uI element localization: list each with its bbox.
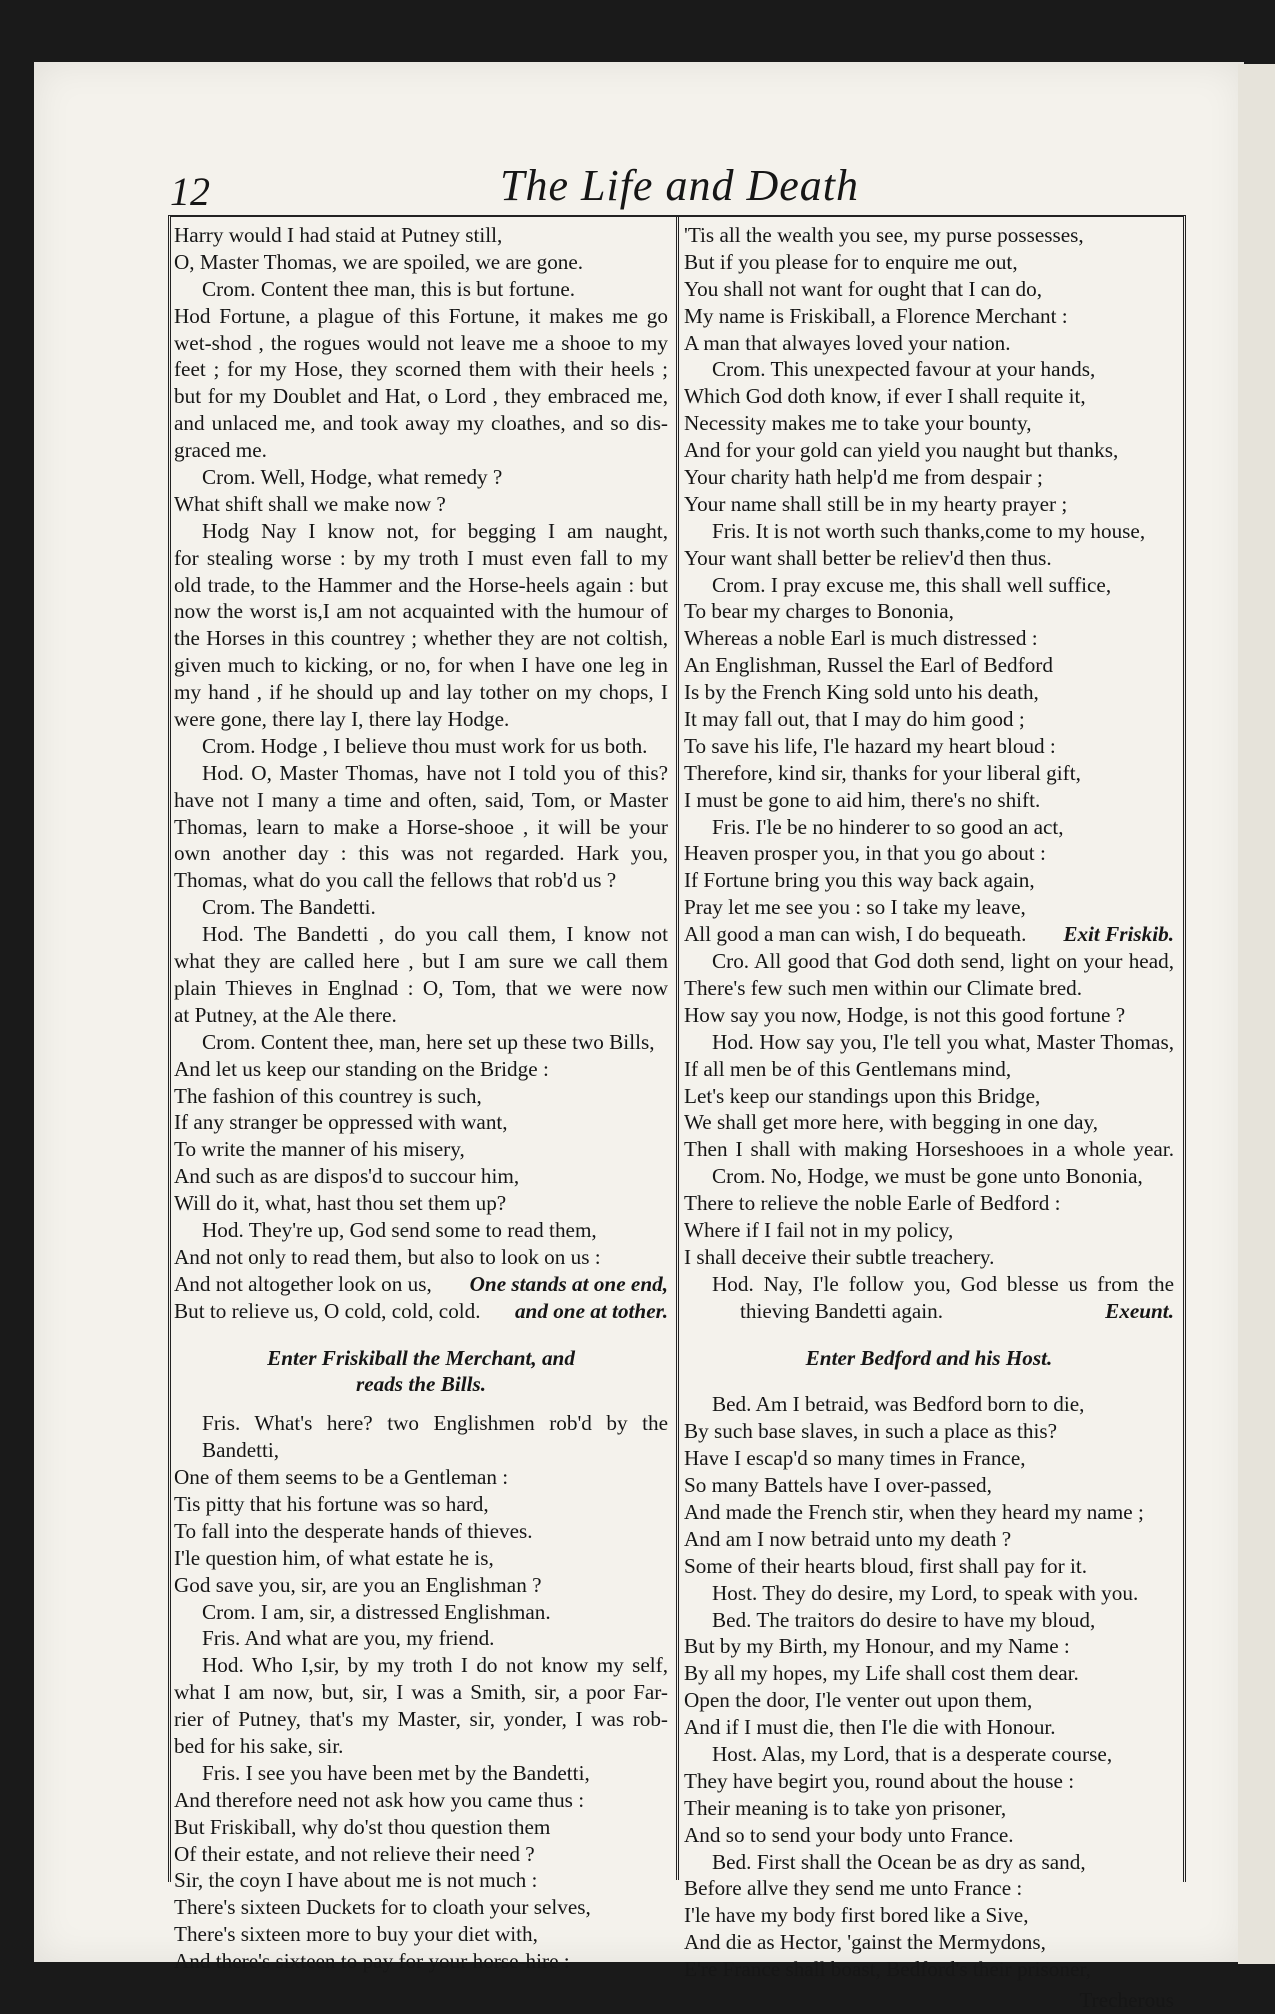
text-line: Then I shall with making Horseshooes in a whole year.: [684, 1137, 1174, 1162]
text-line: By such base slaves, in such a place as this?: [684, 1419, 1058, 1444]
text-line: Hod. Who I,sir, by my troth I do not know my self,: [202, 1653, 668, 1678]
text-line: Crom. I pray excuse me, this shall well suffice,: [712, 572, 1112, 597]
text-line: To write the manner of his misery,: [174, 1137, 465, 1162]
entry-direction: Enter Bedford and his Host.: [805, 1345, 1053, 1370]
text-line: There's few such men within our Climate bred.: [684, 975, 1083, 1000]
text-line: If all men be of this Gentlemans mind,: [684, 1056, 1012, 1081]
text-line: Hod. Nay, I'le follow you, God blesse us from the: [712, 1271, 1174, 1296]
text-line: To fall into the desperate hands of thieves.: [174, 1518, 533, 1543]
text-line: and unlaced me, and took away my cloathes, and so dis-: [174, 411, 668, 436]
text-line: To save his life, I'le hazard my heart bloud :: [684, 733, 1056, 758]
text-line: A man that alwayes loved your nation.: [684, 330, 1011, 355]
text-line: my hand , if he should up and lay tother on my chops, I: [174, 680, 668, 705]
text-line: Crom. Content thee man, this is but fortune.: [202, 276, 576, 301]
text-line: Open the door, I'le venter out upon them,: [684, 1688, 1033, 1713]
text-line: Harry would I had staid at Putney still,: [174, 223, 503, 247]
text-line: Their meaning is to take yon prisoner,: [684, 1795, 1007, 1820]
text-line: the Horses in this countrey ; whether they are not coltish,: [174, 626, 668, 651]
text-line: They have begirt you, round about the house :: [684, 1768, 1075, 1793]
text-line: Let's keep our standings upon this Bridge,: [684, 1083, 1041, 1108]
text-line: Have I escap'd so many times in France,: [684, 1446, 1026, 1471]
text-line: Hod Fortune, a plague of this Fortune, it makes me go: [174, 303, 668, 328]
text-line: Bandetti,: [202, 1438, 280, 1463]
text-line: And such as are dispos'd to succour him,: [174, 1164, 520, 1189]
text-line: And made the French stir, when they heard my name ;: [684, 1499, 1144, 1524]
text-line: given much to kicking, or no, for when I have one leg in: [174, 653, 668, 678]
column-divider: [676, 215, 679, 1880]
text-line: Of their estate, and not relieve their need ?: [174, 1841, 535, 1866]
text-line: I shall deceive their subtle treachery.: [684, 1244, 995, 1269]
text-line: Before allve they send me unto France :: [684, 1876, 1023, 1901]
text-line: what they are called here , but I am sure we call them: [174, 949, 668, 974]
catchword: Trecherous: [1079, 1988, 1174, 2012]
text-line: E're France shall boast, Bedford's their prisoner,: [684, 1957, 1091, 1982]
text-line: My name is Friskiball, a Florence Merchant :: [684, 303, 1068, 328]
facing-page-edge: [1238, 64, 1275, 1964]
text-line: And if I must die, then I'le die with Honour.: [684, 1715, 1056, 1740]
text-line: I'le question him, of what estate he is,: [174, 1545, 494, 1570]
running-head: The Life and Death: [500, 161, 859, 210]
text-line: So many Battels have I over-passed,: [684, 1473, 992, 1498]
text-line: Hod. They're up, God send some to read them,: [202, 1217, 597, 1242]
text-line: Fris. And what are you, my friend.: [202, 1626, 495, 1651]
text-line: And therefore need not ask how you came thus :: [174, 1787, 585, 1812]
text-line: Your want shall better be reliev'd then thus.: [684, 545, 1052, 570]
text-line: Some of their hearts bloud, first shall pay for it.: [684, 1553, 1088, 1578]
text-line: Hod. O, Master Thomas, have not I told you of this?: [202, 760, 668, 785]
text-line: If Fortune bring you this way back again,: [684, 868, 1035, 893]
text-line: rier of Putney, that's my Master, sir, yonder, I was rob-: [174, 1707, 668, 1732]
exeunt-line: thieving Bandetti again. Exeunt.: [740, 1298, 1174, 1323]
text-line: Crom. Hodge , I believe thou must work for us both.: [202, 733, 648, 758]
text-line: The fashion of this countrey is such,: [174, 1083, 482, 1108]
text-line: Is by the French King sold unto his death,: [684, 680, 1039, 705]
text-line: bed for his sake, sir.: [174, 1733, 344, 1758]
text-line: at Putney, at the Ale there.: [174, 1002, 397, 1027]
text-line: An Englishman, Russel the Earl of Bedford: [684, 653, 1053, 678]
text-line: Thomas, what do you call the fellows that rob'd us ?: [174, 868, 617, 893]
text-line: If any stranger be oppressed with want,: [174, 1110, 508, 1135]
text-line: Heaven prosper you, in that you go about :: [684, 841, 1046, 866]
text-line: Host. They do desire, my Lord, to speak with you.: [712, 1580, 1139, 1605]
text-line: I must be gone to aid him, there's no shift.: [684, 787, 1041, 812]
entry-direction: Enter Friskiball the Merchant, and: [267, 1345, 575, 1370]
text-line: Whereas a noble Earl is much distressed :: [684, 626, 1038, 651]
entry-direction: reads the Bills.: [355, 1372, 487, 1397]
stage-direction-line: But to relieve us, O cold, cold, cold. and one at tother.: [174, 1298, 668, 1323]
text-line: Fris. I'le be no hinderer to so good an act,: [712, 814, 1064, 839]
text-line: There's sixteen Duckets for to cloath your selves,: [174, 1895, 591, 1920]
text-line: And am I now betraid unto my death ?: [684, 1526, 1012, 1551]
left-column: [174, 222, 668, 1975]
text-line: Crom. No, Hodge, we must be gone unto Bononia,: [712, 1164, 1143, 1189]
text-line: Pray let me see you : so I take my leave,: [684, 895, 1026, 920]
text-line: It may fall out, that I may do him good ;: [684, 707, 1025, 732]
text-line: graced me.: [174, 438, 267, 463]
text-line: By all my hopes, my Life shall cost them dear.: [684, 1661, 1079, 1686]
text-line: O, Master Thomas, we are spoiled, we are gone.: [174, 249, 584, 274]
text-line: Bed. The traitors do desire to have my bloud,: [712, 1607, 1096, 1632]
text-line: And not only to read them, but also to look on us :: [174, 1244, 601, 1269]
text-line: There's sixteen more to buy your diet with,: [174, 1922, 538, 1947]
text-line: Crom. I am, sir, a distressed Englishman.: [202, 1599, 551, 1624]
text-line: Which God doth know, if ever I shall requite it,: [684, 384, 1086, 409]
text-line: Therefore, kind sir, thanks for your liberal gift,: [684, 760, 1081, 785]
text-line: One of them seems to be a Gentleman :: [174, 1465, 509, 1490]
text-line: But by my Birth, my Honour, and my Name :: [684, 1634, 1070, 1659]
text-line: old trade, to the Hammer and the Horse-heels again : but: [174, 572, 668, 597]
text-line: And so to send your body unto France.: [684, 1822, 1014, 1847]
text-line: Hodg Nay I know not, for begging I am naught,: [202, 518, 668, 543]
page-number: 12: [170, 169, 210, 214]
text-line: And let us keep our standing on the Bridge :: [174, 1056, 549, 1081]
text-line: Hod. How say you, I'le tell you what, Master Thomas,: [712, 1029, 1174, 1054]
text-line: Bed. Am I betraid, was Bedford born to die,: [712, 1392, 1085, 1417]
text-line: We shall get more here, with begging in one day,: [684, 1110, 1099, 1135]
text-line: have not I many a time and often, said, Tom, or Master: [174, 787, 668, 812]
text-line: own another day : this was not regarded. Hark you,: [174, 841, 668, 866]
text-line: wet-shod , the rogues would not leave me a shooe to my: [174, 330, 668, 355]
text-line: Crom. The Bandetti.: [202, 895, 376, 920]
text-line: what I am now, but, sir, I was a Smith, sir, a poor Far-: [174, 1680, 668, 1705]
stage-direction-line: And not altogether look on us, One stands at one end,: [174, 1271, 668, 1296]
text-line: feet ; for my Hose, they scorned them with their heels ;: [174, 357, 668, 382]
text-line: Your name shall still be in my hearty prayer ;: [684, 491, 1068, 516]
text-line: To bear my charges to Bononia,: [684, 599, 954, 624]
text-line: Crom. Content thee, man, here set up these two Bills,: [202, 1029, 655, 1054]
text-line: but for my Doublet and Hat, o Lord , they embraced me,: [174, 384, 668, 409]
text-line: Thomas, learn to make a Horse-shooe , it will be your: [174, 814, 668, 839]
text-line: Cro. All good that God doth send, light on your head,: [712, 949, 1174, 974]
text-line: Fris. I see you have been met by the Bandetti,: [202, 1760, 590, 1785]
text-line: Host. Alas, my Lord, that is a desperate course,: [712, 1741, 1113, 1766]
right-column: [684, 222, 1174, 2014]
text-line: Fris. What's here? two Englishmen rob'd by the: [202, 1411, 668, 1436]
text-line: God save you, sir, are you an Englishman ?: [174, 1572, 542, 1597]
text-line: I'le have my body first bored like a Sive,: [684, 1903, 1029, 1928]
text-line: 'Tis all the wealth you see, my purse possesses,: [684, 223, 1084, 247]
text-line: plain Thieves in Englnad : O, Tom, that we were now: [174, 975, 668, 1000]
text-line: Will do it, what, hast thou set them up?: [174, 1191, 507, 1216]
text-line: But if you please for to enquire me out,: [684, 249, 1018, 274]
text-line: Where if I fail not in my policy,: [684, 1217, 954, 1242]
text-line: You shall not want for ought that I can do,: [684, 276, 1042, 301]
exit-line: All good a man can wish, I do bequeath. Exit Friskib.: [684, 922, 1174, 947]
text-line: And there's sixteen to pay for your horse-hire :: [174, 1949, 570, 1974]
text-line: Your charity hath help'd me from despair ;: [684, 465, 1043, 490]
text-line: But Friskiball, why do'st thou question them: [174, 1814, 551, 1839]
text-line: What shift shall we make now ?: [174, 491, 446, 516]
text-line: And for your gold can yield you naught but thanks,: [684, 438, 1119, 463]
text-line: How say you now, Hodge, is not this good fortune ?: [684, 1002, 1126, 1027]
text-line: Sir, the coyn I have about me is not much :: [174, 1868, 538, 1893]
text-line: Bed. First shall the Ocean be as dry as sand,: [712, 1849, 1086, 1874]
text-line: for stealing worse : by my troth I must even fall to my: [174, 545, 668, 570]
text-line: Crom. This unexpected favour at your hands,: [712, 357, 1096, 382]
text-line: And die as Hector, 'gainst the Mermydons,: [684, 1930, 1046, 1955]
text-line: Crom. Well, Hodge, what remedy ?: [202, 465, 503, 490]
text-line: were gone, there lay I, there lay Hodge.: [174, 707, 510, 732]
text-line: Fris. It is not worth such thanks,come to my house,: [712, 518, 1146, 543]
text-line: Hod. The Bandetti , do you call them, I know not: [202, 922, 668, 947]
text-line: now the worst is,I am not acquainted with the humour of: [174, 599, 668, 624]
text-line: There to relieve the noble Earle of Bedford :: [684, 1191, 1061, 1216]
text-line: Necessity makes me to take your bounty,: [684, 411, 1032, 436]
text-line: Tis pitty that his fortune was so hard,: [174, 1491, 489, 1516]
